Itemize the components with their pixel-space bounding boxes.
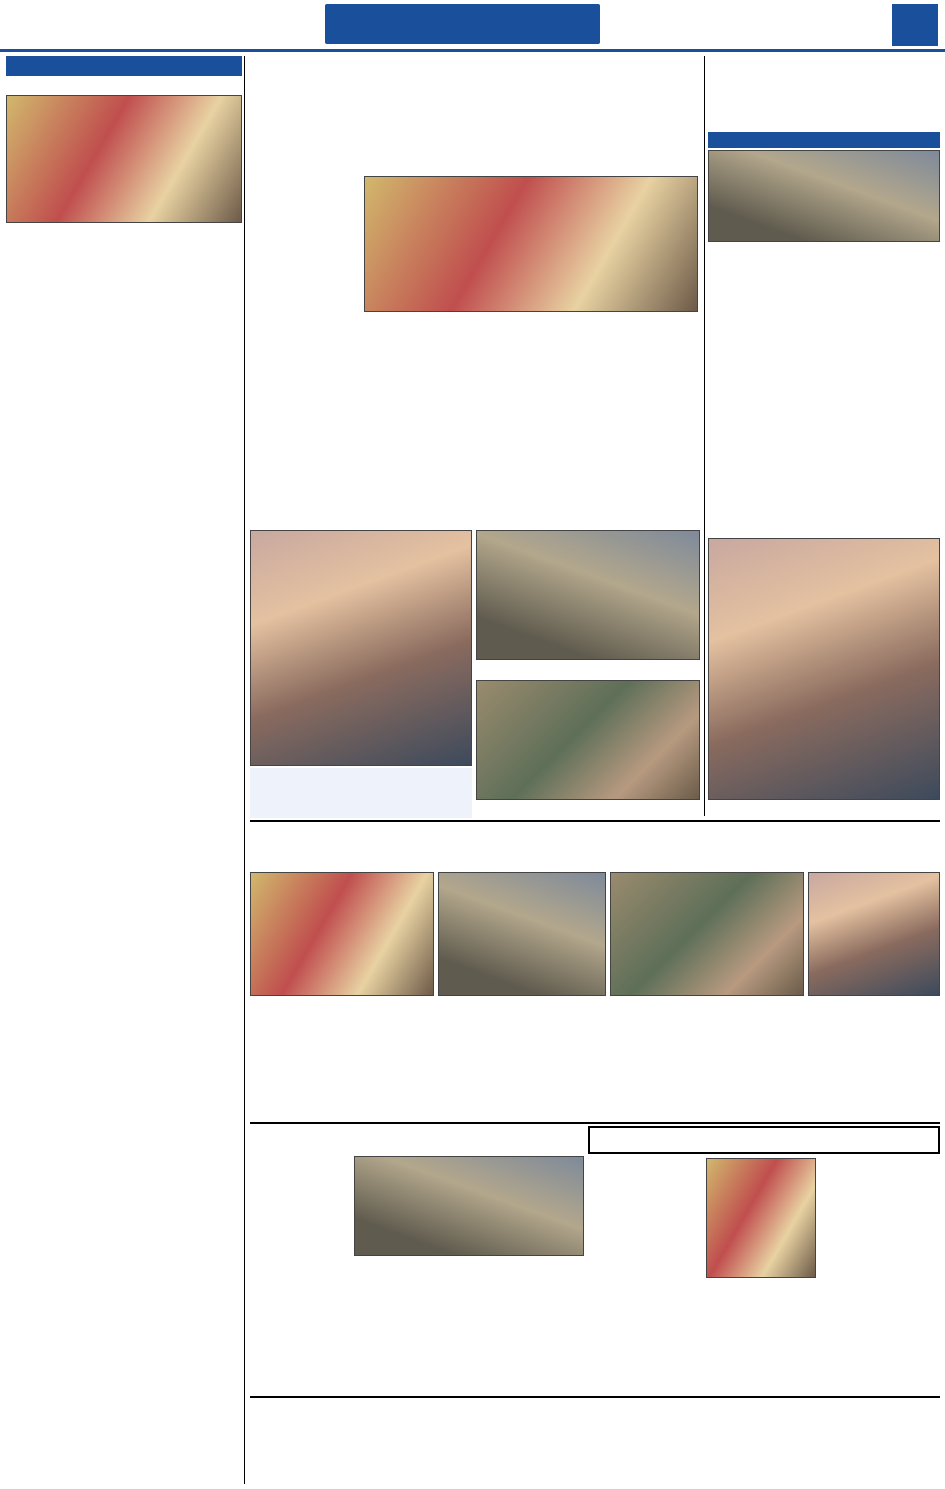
nda-col1 [588, 1158, 702, 1394]
story6-body [6, 725, 242, 781]
right-top-byline [708, 244, 822, 257]
officials-inspection-photo [708, 150, 940, 242]
right-column-divider [704, 56, 705, 816]
dm-voting-caption [250, 768, 472, 818]
right-top-headline [708, 60, 940, 130]
dm-voting-photo [250, 530, 472, 766]
nda-body1 [588, 1171, 702, 1394]
story9-body [6, 1189, 242, 1389]
kartikeya-dham-crowd-photo [6, 95, 242, 223]
main-story-body1 [250, 189, 360, 524]
main-story-col3 [478, 316, 588, 526]
campaign-photo-4 [808, 872, 940, 996]
main-story-body4 [592, 316, 702, 526]
right-top-body1 [708, 257, 822, 532]
story3-headline [6, 444, 242, 461]
nda-col2 [706, 1282, 816, 1394]
main-story-col4 [592, 316, 702, 526]
masthead [0, 0, 945, 52]
campaign-photo-1 [250, 872, 434, 996]
campaign-body1 [250, 1013, 380, 1118]
campaign-body2 [384, 1000, 518, 1120]
page-number [892, 4, 938, 46]
story6-headline [6, 708, 242, 725]
nda-candidate-photo [706, 1158, 816, 1278]
foreign-body1 [250, 1169, 350, 1394]
nda-byline [588, 1158, 702, 1171]
campaign-col1 [250, 1000, 380, 1120]
campaign-banner-headline [250, 824, 940, 868]
right-top-col2 [826, 244, 940, 534]
story1-body [6, 226, 242, 338]
section-name [325, 4, 600, 44]
main-story-col1 [250, 176, 360, 526]
main-story-byline [250, 176, 360, 189]
bottom-section-rule [250, 1396, 940, 1398]
rekha-gupta-rally-photo [364, 176, 698, 312]
story5-headline [6, 632, 242, 649]
women-queue-photo [476, 530, 700, 660]
foreign-body3 [470, 1260, 584, 1394]
right-top-col1 [708, 244, 822, 534]
foreign-col1 [250, 1156, 350, 1394]
campaign-body4 [660, 1000, 794, 1120]
campaign-col4 [660, 1000, 794, 1120]
main-story-body2 [364, 316, 474, 526]
campaign-col3 [522, 1000, 656, 1120]
story7-headline [6, 784, 242, 801]
lower-section-rule [250, 1122, 940, 1124]
left-column [6, 56, 242, 1484]
nda-body3 [820, 1158, 940, 1394]
foreign-col2 [354, 1260, 464, 1394]
campaign-col5 [798, 1000, 940, 1120]
foreign-story-headline [250, 1126, 584, 1154]
left-column-divider [244, 56, 245, 1484]
story9-headline [6, 1172, 242, 1189]
campaign-body3 [522, 1000, 656, 1120]
men-queue-photo [476, 680, 700, 800]
campaign-photo-2 [438, 872, 606, 996]
story2-body [6, 359, 242, 441]
main-story-body3 [478, 316, 588, 526]
main-story-col2 [364, 316, 474, 526]
tag-ek-nazar [6, 56, 242, 76]
foreign-col3 [470, 1260, 584, 1394]
right-top-subhead [708, 132, 940, 148]
story2-headline [6, 342, 242, 359]
story8-headline [6, 932, 242, 949]
nda-col3 [820, 1158, 940, 1394]
main-headline [250, 60, 700, 172]
foreign-byline [250, 1156, 350, 1169]
story8-body [6, 949, 242, 1169]
right-top-body2 [826, 244, 940, 534]
story4-body [6, 573, 242, 629]
foreign-visitors-photo [354, 1156, 584, 1256]
campaign-photo-3 [610, 872, 804, 996]
story3-body [6, 461, 242, 553]
story5-body [6, 649, 242, 705]
campaign-col2 [384, 1000, 518, 1120]
elderly-voter-caption [708, 801, 940, 817]
story1-headline [6, 78, 242, 93]
banner2-top-rule [250, 820, 940, 822]
story4-headline [6, 556, 242, 573]
nda-body2 [706, 1282, 816, 1394]
foreign-body2 [354, 1260, 464, 1394]
story7-body [6, 801, 242, 929]
nda-story-headline [588, 1126, 940, 1154]
elderly-voter-photo [708, 538, 940, 800]
campaign-byline [250, 1000, 380, 1013]
campaign-body5 [798, 1000, 940, 1120]
